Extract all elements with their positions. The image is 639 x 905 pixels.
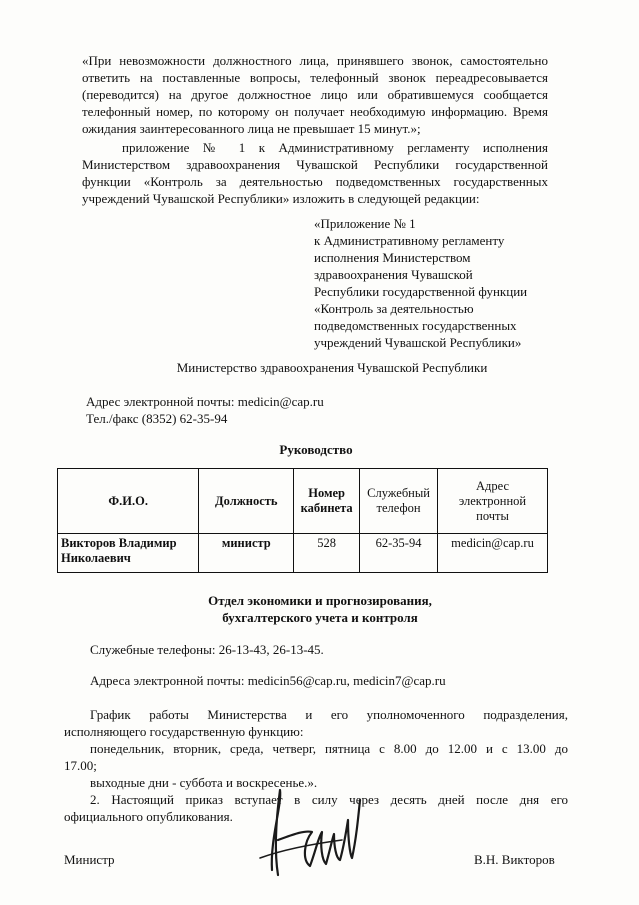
appendix-line: «Контроль за деятельностью (314, 301, 474, 316)
amendment-line: функции «Контроль за деятельностью подведомственных государственных (82, 174, 548, 189)
department-title-line: бухгалтерского учета и контроля (222, 610, 418, 625)
appendix-line: к Административному регламенту (314, 233, 505, 248)
column-header: Номер кабинета (294, 469, 360, 534)
intro-line: ожидания заинтересованного лица не превышает 15 минут.»; (82, 121, 421, 136)
appendix-line: подведомственных государственных (314, 318, 517, 333)
department-title-line: Отдел экономики и прогнозирования, (208, 593, 432, 608)
appendix-line: «Приложение № 1 (314, 216, 416, 231)
appendix-line: исполнения Министерством (314, 250, 471, 265)
appendix-line: Республики государственной функции (314, 284, 528, 299)
department-emails: Адреса электронной почты: medicin56@cap.ru, medicin7@cap.ru (90, 673, 446, 688)
schedule-weekend: выходные дни - суббота и воскресенье.». (90, 775, 318, 790)
column-header: Адрес электронной почты (438, 469, 548, 534)
appendix-line: учреждений Чувашской Республики» (314, 335, 522, 350)
cell-name: Викторов Владимир Николаевич (58, 534, 199, 573)
intro-line: «При невозможности должностного лица, принявшего звонок, самостоятельно (82, 53, 548, 68)
order-line: официального опубликования. (64, 809, 233, 824)
department-title (150, 592, 490, 626)
contact-email: Адрес электронной почты: medicin@cap.ru (86, 394, 324, 409)
signature-name: В.Н. Викторов (474, 852, 555, 867)
cell-position: министр (199, 534, 294, 573)
appendix-line: здравоохранения Чувашской (314, 267, 473, 282)
amendment-paragraph (82, 139, 548, 207)
leadership-table (57, 468, 548, 573)
order-line: 2. Настоящий приказ вступает в силу через десять дней после дня его (90, 792, 568, 807)
leadership-title: Руководство (279, 442, 353, 457)
intro-paragraph (82, 52, 548, 137)
intro-line: телефонный номер, по которому он получает необходимую информацию. Время (82, 104, 548, 119)
schedule-weekdays-end: 17.00; (64, 758, 97, 773)
schedule-weekdays: понедельник, вторник, среда, четверг, пятница с 8.00 до 12.00 и с 13.00 до (90, 741, 568, 756)
cell-email: medicin@cap.ru (438, 534, 548, 573)
appendix-header (314, 215, 564, 351)
intro-line: ответить на поставленные вопросы, телефонный звонок переадресовывается (82, 70, 548, 85)
amendment-line: Министерством здравоохранения Чувашской Республики государственной (82, 157, 548, 172)
schedule-line: График работы Министерства и его уполномоченного подразделения, (90, 707, 568, 722)
contact-phone: Тел./факс (8352) 62-35-94 (86, 411, 228, 426)
signature-role: Министр (64, 852, 115, 867)
schedule-line: исполняющего государственную функцию: (64, 724, 304, 739)
department-phones: Служебные телефоны: 26-13-43, 26-13-45. (90, 642, 324, 657)
amendment-line: учреждений Чувашской Республики» изложить в следующей редакции: (82, 191, 480, 206)
table-header-row (58, 469, 548, 534)
table-row (58, 534, 548, 573)
amendment-line: приложение № 1 к Административному регламенту исполнения (122, 140, 548, 155)
handwritten-signature (252, 780, 372, 890)
cell-phone: 62-35-94 (360, 534, 438, 573)
intro-line: (переводится) на другое должностное лицо или обратившемуся сообщается (82, 87, 548, 102)
column-header: Должность (199, 469, 294, 534)
column-header: Ф.И.О. (58, 469, 199, 534)
column-header: Служебный телефон (360, 469, 438, 534)
cell-room: 528 (294, 534, 360, 573)
ministry-title: Министерство здравоохранения Чувашской Республики (176, 360, 488, 375)
